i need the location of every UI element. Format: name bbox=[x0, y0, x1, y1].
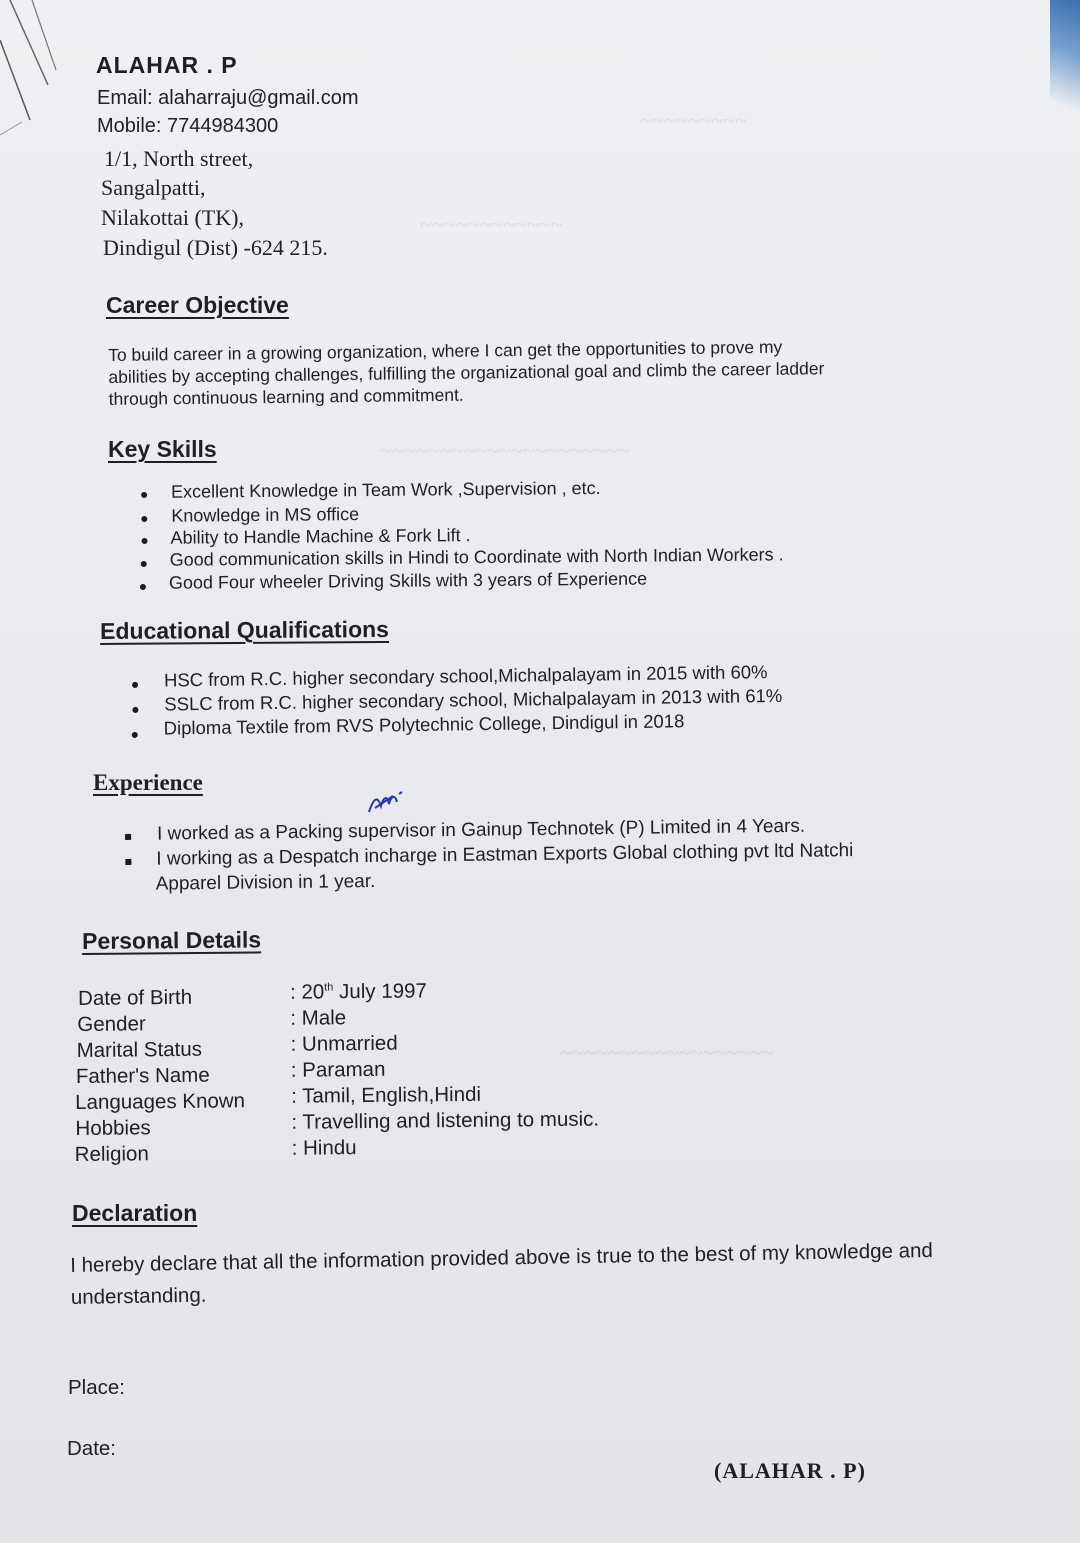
bleed-through-mark: ~~~~~~~~~~~~ bbox=[420, 212, 563, 237]
date-label: Date: bbox=[67, 1437, 116, 1460]
bullet-dot bbox=[132, 732, 138, 738]
detail-value-marital-status: : Unmarried bbox=[290, 1031, 398, 1056]
address-line-4: Dindigul (Dist) -624 215. bbox=[103, 235, 328, 260]
address-line-3: Nilakottai (TK), bbox=[101, 205, 244, 230]
mobile-line: Mobile: 7744984300 bbox=[97, 115, 279, 137]
bullet-dot bbox=[140, 584, 146, 590]
bullet-dot bbox=[132, 707, 138, 713]
desk-edge bbox=[1050, 0, 1080, 130]
detail-value-hobbies: : Travelling and listening to music. bbox=[291, 1107, 600, 1134]
education-item: Diploma Textile from RVS Polytechnic College, Dindigul in 2018 bbox=[163, 710, 685, 739]
detail-label-fathers-name: Father's Name bbox=[75, 1063, 210, 1089]
detail-label-marital-status: Marital Status bbox=[76, 1037, 203, 1063]
declaration-heading: Declaration bbox=[72, 1200, 198, 1226]
experience-item-continued: Apparel Division in 1 year. bbox=[155, 870, 376, 895]
detail-value-languages-known: : Tamil, English,Hindi bbox=[291, 1082, 482, 1108]
bullet-dot bbox=[132, 682, 138, 688]
bullet-dot bbox=[141, 492, 147, 498]
career-objective-line: through continuous learning and commitment. bbox=[108, 384, 464, 409]
education-item: SSLC from R.C. higher secondary school, Michalpalayam in 2013 with 61% bbox=[164, 684, 783, 715]
bleed-through-mark: ~~~~~~~~~~~~~~~~~~~~~ bbox=[380, 438, 630, 463]
bullet-square bbox=[125, 859, 131, 865]
detail-value-gender: : Male bbox=[290, 1006, 347, 1030]
bleed-through-mark: ~~~~~~~~~ bbox=[640, 108, 748, 133]
bullet-dot bbox=[142, 538, 148, 544]
career-objective-heading: Career Objective bbox=[106, 292, 289, 318]
detail-value-date-of-birth: : 20th July 1997 bbox=[289, 979, 427, 1004]
declaration-text: I hereby declare that all the information provided above is true to the best of my knowledge and understanding. bbox=[70, 1238, 933, 1309]
detail-label-hobbies: Hobbies bbox=[75, 1116, 151, 1141]
experience-item: I worked as a Packing supervisor in Gainup Technotek (P) Limited in 4 Years. bbox=[156, 815, 806, 845]
key-skills-heading: Key Skills bbox=[108, 436, 217, 462]
key-skill-item: Good Four wheeler Driving Skills with 3 years of Experience bbox=[168, 568, 648, 593]
bullet-dot bbox=[141, 561, 147, 567]
education-heading: Educational Qualifications bbox=[100, 615, 390, 644]
detail-label-gender: Gender bbox=[77, 1012, 146, 1037]
key-skill-item: Ability to Handle Machine & Fork Lift . bbox=[170, 525, 471, 548]
detail-label-date-of-birth: Date of Birth bbox=[77, 985, 193, 1010]
email-line: Email: alaharraju@gmail.com bbox=[97, 87, 359, 109]
experience-item: I working as a Despatch incharge in Eastman Exports Global clothing pvt ltd Natchi bbox=[156, 840, 854, 870]
key-skill-item: Knowledge in MS office bbox=[171, 504, 360, 526]
education-item: HSC from R.C. higher secondary school,Michalpalayam in 2015 with 60% bbox=[163, 661, 768, 691]
bleed-through-mark: ~~~~~~~~~~~~~~~~~~ bbox=[560, 1040, 775, 1065]
detail-value-religion: : Hindu bbox=[291, 1136, 357, 1160]
place-label: Place: bbox=[68, 1376, 125, 1399]
key-skill-item: Good communication skills in Hindi to Coordinate with North Indian Workers . bbox=[169, 544, 784, 570]
candidate-name: ALAHAR . P bbox=[96, 52, 238, 78]
career-objective-line: To build career in a growing organization, where I can get the opportunities to prove my bbox=[108, 336, 783, 365]
address-line-2: Sangalpatti, bbox=[101, 175, 206, 200]
detail-value-fathers-name: : Paraman bbox=[290, 1057, 386, 1082]
bullet-square bbox=[125, 834, 131, 840]
personal-details-heading: Personal Details bbox=[82, 926, 262, 954]
key-skill-item: Excellent Knowledge in Team Work ,Supervision , etc. bbox=[171, 477, 601, 502]
handwritten-pen-mark bbox=[367, 790, 403, 818]
detail-label-languages-known: Languages Known bbox=[75, 1089, 246, 1115]
address-line-1: 1/1, North street, bbox=[104, 146, 254, 171]
experience-heading: Experience bbox=[93, 770, 203, 795]
bullet-dot bbox=[141, 516, 147, 522]
career-objective-text bbox=[108, 335, 825, 410]
detail-label-religion: Religion bbox=[74, 1142, 149, 1167]
career-objective-line: abilities by accepting challenges, fulfilling the organizational goal and climb the career ladder bbox=[108, 358, 825, 387]
signature-name: (ALAHAR . P) bbox=[714, 1458, 866, 1483]
